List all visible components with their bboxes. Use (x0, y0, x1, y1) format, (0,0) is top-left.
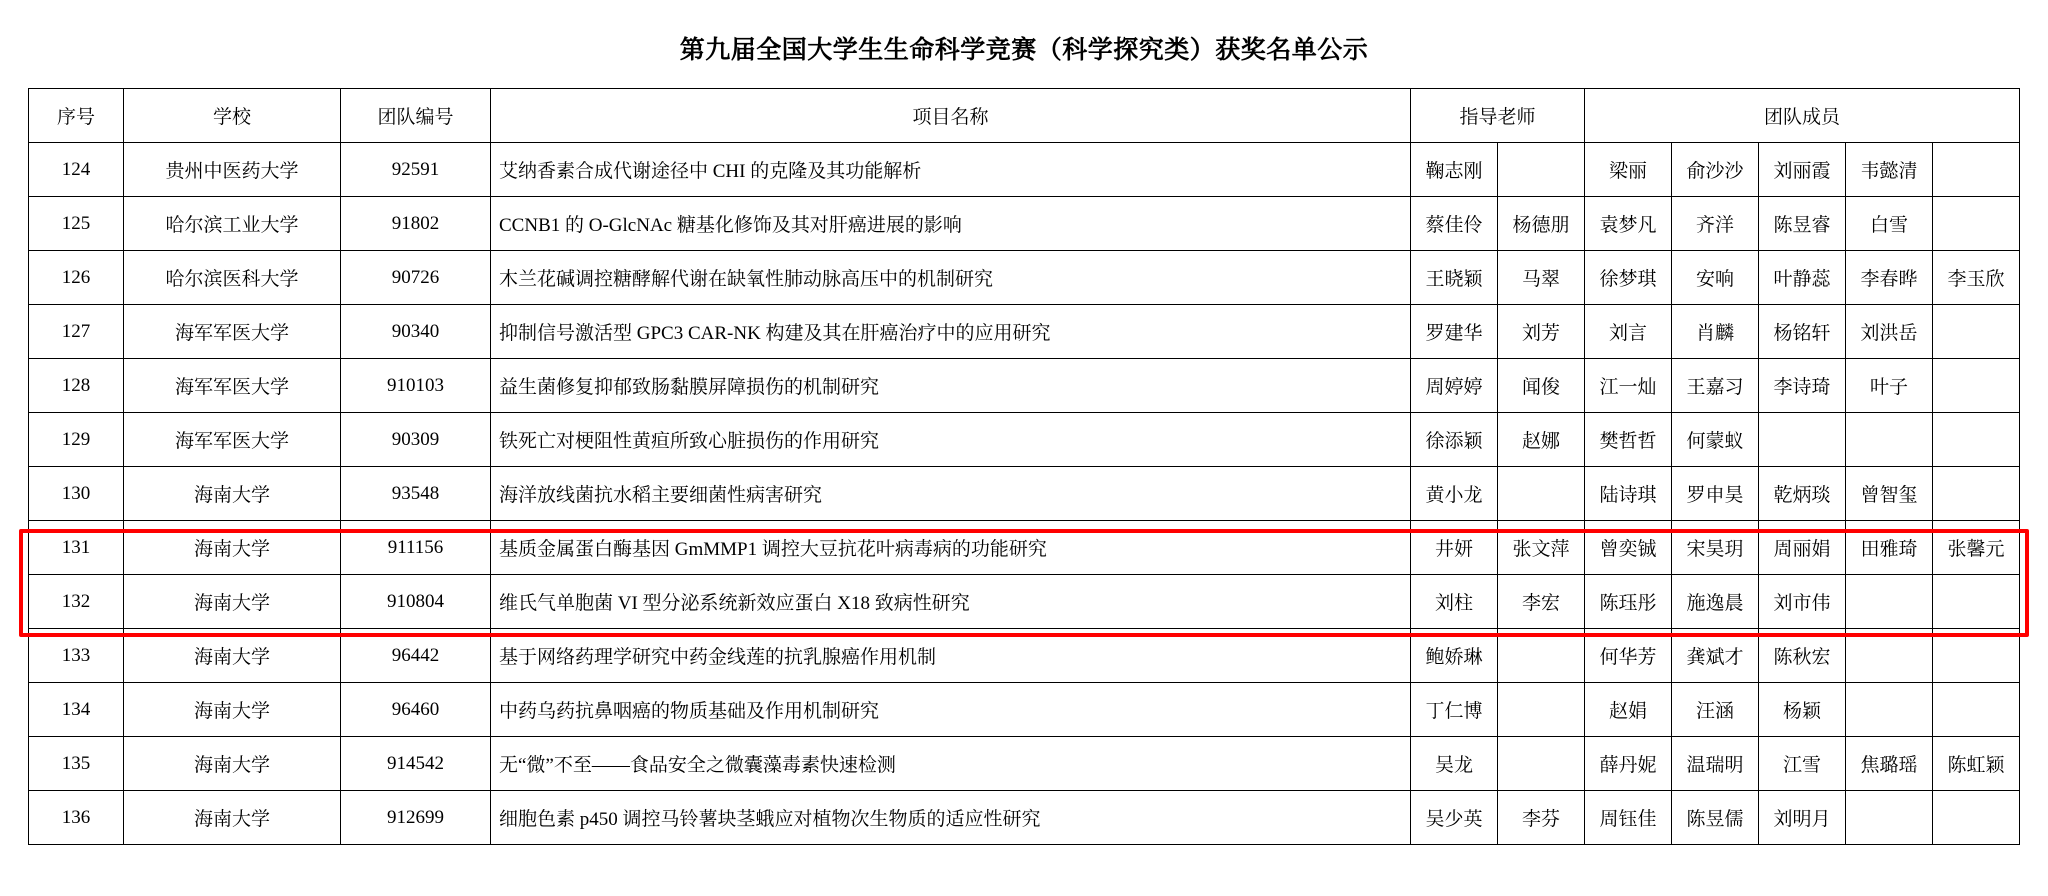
cell-index: 133 (29, 629, 124, 683)
cell-index: 125 (29, 197, 124, 251)
cell-teacher: 丁仁博 (1411, 683, 1498, 737)
cell-member: 刘洪岳 (1846, 305, 1933, 359)
table-row (29, 197, 2020, 251)
cell-member (1846, 791, 1933, 845)
cell-member: 李春晔 (1846, 251, 1933, 305)
cell-member: 江雪 (1759, 737, 1846, 791)
cell-project: 铁死亡对梗阻性黄疸所致心脏损伤的作用研究 (491, 413, 1411, 467)
cell-member: 薛丹妮 (1585, 737, 1672, 791)
column-header-project: 项目名称 (491, 89, 1411, 143)
cell-member: 樊哲哲 (1585, 413, 1672, 467)
table-row (29, 305, 2020, 359)
cell-project: 抑制信号激活型 GPC3 CAR-NK 构建及其在肝癌治疗中的应用研究 (491, 305, 1411, 359)
cell-member (1846, 575, 1933, 629)
cell-member: 周丽娟 (1759, 521, 1846, 575)
cell-project: 细胞色素 p450 调控马铃薯块茎蛾应对植物次生物质的适应性研究 (491, 791, 1411, 845)
cell-project: CCNB1 的 O-GlcNAc 糖基化修饰及其对肝癌进展的影响 (491, 197, 1411, 251)
cell-member: 陆诗琪 (1585, 467, 1672, 521)
cell-member (1846, 413, 1933, 467)
cell-member: 叶静蕊 (1759, 251, 1846, 305)
cell-member: 刘言 (1585, 305, 1672, 359)
cell-teacher: 蔡佳伶 (1411, 197, 1498, 251)
cell-project: 艾纳香素合成代谢途径中 CHI 的克隆及其功能解析 (491, 143, 1411, 197)
table-row (29, 521, 2020, 575)
cell-school: 海南大学 (124, 575, 341, 629)
cell-member: 龚斌才 (1672, 629, 1759, 683)
cell-member: 乾炳琰 (1759, 467, 1846, 521)
cell-index: 129 (29, 413, 124, 467)
cell-school: 海南大学 (124, 737, 341, 791)
cell-teacher: 马翠 (1498, 251, 1585, 305)
cell-member (1933, 575, 2020, 629)
cell-member: 杨颖 (1759, 683, 1846, 737)
cell-index: 130 (29, 467, 124, 521)
cell-member: 陈珏彤 (1585, 575, 1672, 629)
cell-member: 刘丽霞 (1759, 143, 1846, 197)
cell-teacher: 王晓颖 (1411, 251, 1498, 305)
cell-member: 赵娟 (1585, 683, 1672, 737)
cell-project: 维氏气单胞菌 VI 型分泌系统新效应蛋白 X18 致病性研究 (491, 575, 1411, 629)
column-header-index: 序号 (29, 89, 124, 143)
cell-team-id: 91802 (341, 197, 491, 251)
cell-project: 基于网络药理学研究中药金线莲的抗乳腺癌作用机制 (491, 629, 1411, 683)
cell-school: 海南大学 (124, 683, 341, 737)
cell-index: 131 (29, 521, 124, 575)
table-row (29, 359, 2020, 413)
cell-project: 基质金属蛋白酶基因 GmMMP1 调控大豆抗花叶病毒病的功能研究 (491, 521, 1411, 575)
table-body (29, 143, 2020, 845)
cell-teacher: 鲍娇琳 (1411, 629, 1498, 683)
table-row (29, 413, 2020, 467)
cell-team-id: 96442 (341, 629, 491, 683)
cell-school: 哈尔滨医科大学 (124, 251, 341, 305)
cell-index: 136 (29, 791, 124, 845)
cell-member: 陈昱睿 (1759, 197, 1846, 251)
cell-member: 何蒙蚁 (1672, 413, 1759, 467)
cell-member: 徐梦琪 (1585, 251, 1672, 305)
cell-school: 海军军医大学 (124, 413, 341, 467)
cell-member: 李玉欣 (1933, 251, 2020, 305)
cell-teacher: 黄小龙 (1411, 467, 1498, 521)
cell-member: 白雪 (1846, 197, 1933, 251)
cell-teacher (1498, 737, 1585, 791)
table-header-row (29, 89, 2020, 143)
cell-project: 益生菌修复抑郁致肠黏膜屏障损伤的机制研究 (491, 359, 1411, 413)
cell-index: 127 (29, 305, 124, 359)
cell-member: 江一灿 (1585, 359, 1672, 413)
cell-school: 哈尔滨工业大学 (124, 197, 341, 251)
cell-school: 海军军医大学 (124, 305, 341, 359)
cell-teacher (1498, 683, 1585, 737)
cell-teacher: 刘柱 (1411, 575, 1498, 629)
cell-member: 肖麟 (1672, 305, 1759, 359)
table-row (29, 629, 2020, 683)
cell-school: 海南大学 (124, 791, 341, 845)
cell-team-id: 910804 (341, 575, 491, 629)
table-row (29, 737, 2020, 791)
cell-teacher: 赵娜 (1498, 413, 1585, 467)
cell-member: 陈昱儒 (1672, 791, 1759, 845)
cell-member (1759, 413, 1846, 467)
cell-teacher (1498, 629, 1585, 683)
cell-project: 中药乌药抗鼻咽癌的物质基础及作用机制研究 (491, 683, 1411, 737)
award-list-table (28, 88, 2020, 845)
cell-member (1846, 629, 1933, 683)
cell-teacher: 井妍 (1411, 521, 1498, 575)
cell-teacher: 徐添颖 (1411, 413, 1498, 467)
cell-member (1933, 143, 2020, 197)
cell-teacher: 罗建华 (1411, 305, 1498, 359)
cell-teacher: 李宏 (1498, 575, 1585, 629)
cell-team-id: 90309 (341, 413, 491, 467)
table-row (29, 683, 2020, 737)
cell-teacher: 张文萍 (1498, 521, 1585, 575)
cell-member: 韦懿清 (1846, 143, 1933, 197)
cell-member: 刘市伟 (1759, 575, 1846, 629)
cell-teacher: 吴龙 (1411, 737, 1498, 791)
table-row (29, 467, 2020, 521)
column-header-team-id: 团队编号 (341, 89, 491, 143)
cell-member: 周钰佳 (1585, 791, 1672, 845)
cell-index: 128 (29, 359, 124, 413)
cell-member: 陈秋宏 (1759, 629, 1846, 683)
cell-team-id: 93548 (341, 467, 491, 521)
cell-member (1933, 305, 2020, 359)
column-header-teachers: 指导老师 (1411, 89, 1585, 143)
cell-member: 安响 (1672, 251, 1759, 305)
cell-teacher: 周婷婷 (1411, 359, 1498, 413)
cell-school: 海军军医大学 (124, 359, 341, 413)
table-row (29, 791, 2020, 845)
cell-teacher (1498, 143, 1585, 197)
cell-member: 刘明月 (1759, 791, 1846, 845)
cell-school: 海南大学 (124, 521, 341, 575)
cell-school: 海南大学 (124, 467, 341, 521)
cell-member (1933, 467, 2020, 521)
cell-teacher: 杨德朋 (1498, 197, 1585, 251)
cell-index: 135 (29, 737, 124, 791)
cell-index: 132 (29, 575, 124, 629)
page-title: 第九届全国大学生生命科学竞赛（科学探究类）获奖名单公示 (679, 37, 1369, 64)
cell-member: 叶子 (1846, 359, 1933, 413)
cell-index: 126 (29, 251, 124, 305)
cell-team-id: 96460 (341, 683, 491, 737)
cell-member: 罗申昊 (1672, 467, 1759, 521)
cell-member: 袁梦凡 (1585, 197, 1672, 251)
cell-team-id: 914542 (341, 737, 491, 791)
cell-project: 木兰花碱调控糖酵解代谢在缺氧性肺动脉高压中的机制研究 (491, 251, 1411, 305)
cell-member: 俞沙沙 (1672, 143, 1759, 197)
cell-member: 齐洋 (1672, 197, 1759, 251)
cell-member: 施逸晨 (1672, 575, 1759, 629)
table-row (29, 143, 2020, 197)
cell-member: 宋昊玥 (1672, 521, 1759, 575)
table-row (29, 575, 2020, 629)
cell-school: 贵州中医药大学 (124, 143, 341, 197)
cell-index: 134 (29, 683, 124, 737)
cell-teacher: 鞠志刚 (1411, 143, 1498, 197)
cell-project: 无“微”不至——食品安全之微囊藻毒素快速检测 (491, 737, 1411, 791)
cell-team-id: 90340 (341, 305, 491, 359)
cell-index: 124 (29, 143, 124, 197)
column-header-members: 团队成员 (1585, 89, 2020, 143)
table-container (28, 88, 2020, 845)
cell-teacher (1498, 467, 1585, 521)
cell-team-id: 90726 (341, 251, 491, 305)
cell-school: 海南大学 (124, 629, 341, 683)
cell-member (1933, 413, 2020, 467)
cell-member: 何华芳 (1585, 629, 1672, 683)
cell-member: 王嘉习 (1672, 359, 1759, 413)
table-row (29, 251, 2020, 305)
cell-member (1846, 683, 1933, 737)
cell-member (1933, 683, 2020, 737)
cell-team-id: 912699 (341, 791, 491, 845)
cell-member (1933, 359, 2020, 413)
cell-project: 海洋放线菌抗水稻主要细菌性病害研究 (491, 467, 1411, 521)
column-header-school: 学校 (124, 89, 341, 143)
cell-member: 焦璐瑶 (1846, 737, 1933, 791)
cell-teacher: 吴少英 (1411, 791, 1498, 845)
cell-member: 曾奕铖 (1585, 521, 1672, 575)
cell-team-id: 910103 (341, 359, 491, 413)
cell-teacher: 刘芳 (1498, 305, 1585, 359)
cell-member (1933, 791, 2020, 845)
cell-member: 张馨元 (1933, 521, 2020, 575)
table-header (29, 89, 2020, 143)
cell-team-id: 92591 (341, 143, 491, 197)
cell-member (1933, 629, 2020, 683)
cell-teacher: 闻俊 (1498, 359, 1585, 413)
cell-member (1933, 197, 2020, 251)
cell-member: 梁丽 (1585, 143, 1672, 197)
cell-member: 杨铭轩 (1759, 305, 1846, 359)
cell-team-id: 911156 (341, 521, 491, 575)
cell-member: 曾智玺 (1846, 467, 1933, 521)
cell-member: 陈虹颖 (1933, 737, 2020, 791)
cell-member: 温瑞明 (1672, 737, 1759, 791)
cell-teacher: 李芬 (1498, 791, 1585, 845)
cell-member: 田雅琦 (1846, 521, 1933, 575)
cell-member: 李诗琦 (1759, 359, 1846, 413)
cell-member: 汪涵 (1672, 683, 1759, 737)
